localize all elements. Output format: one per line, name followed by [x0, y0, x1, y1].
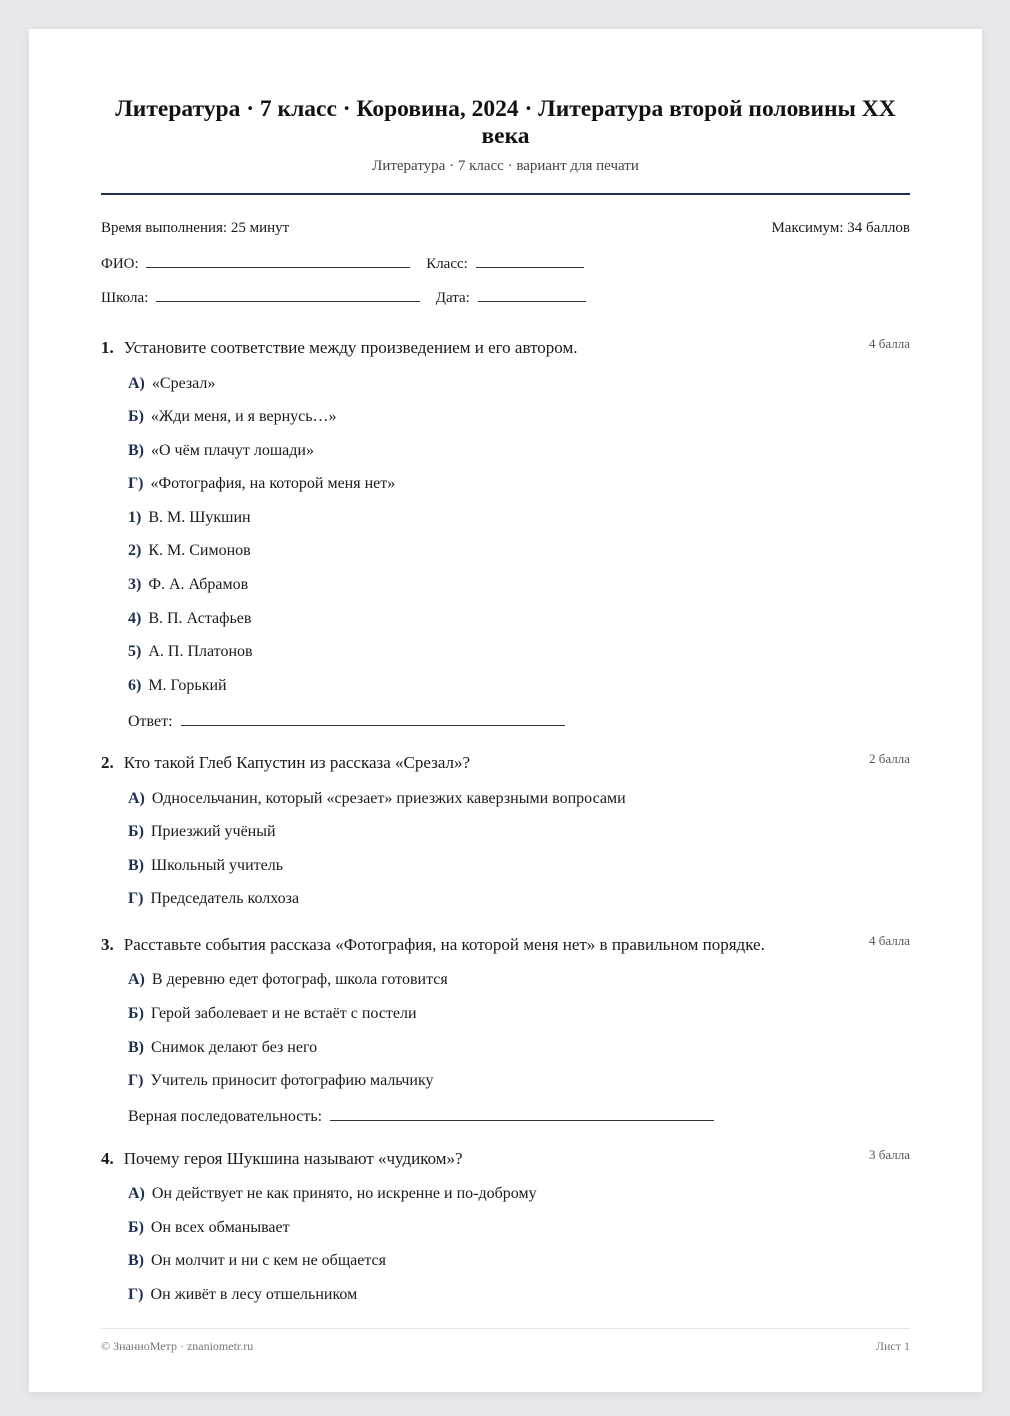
- date-label: Дата:: [435, 290, 470, 306]
- question-points: 2 балла: [869, 751, 910, 766]
- question-text: Расставьте события рассказа «Фотография, на которой меня нет» в правильном порядке.: [123, 935, 765, 954]
- option-item: 1) В. М. Шукшин: [128, 509, 251, 526]
- question-points: 4 балла: [869, 336, 910, 351]
- fio-label: ФИО:: [101, 256, 139, 272]
- option-item: А) Односельчанин, который «срезает» приезжих каверзными вопросами: [128, 790, 626, 807]
- option-item: А) «Срезал»: [128, 375, 216, 392]
- option-item: Г) Учитель приносит фотографию мальчику: [128, 1072, 434, 1089]
- option-item: Б) Приезжий учёный: [128, 823, 276, 840]
- option-item: Г) «Фотография, на которой меня нет»: [128, 475, 396, 492]
- question-text: Установите соответствие между произведением и его автором.: [123, 338, 578, 357]
- time-limit: Время выполнения: 25 минут: [101, 220, 290, 236]
- answer-field[interactable]: [330, 1106, 714, 1121]
- question-number: 3.: [101, 935, 114, 954]
- question-number: 4.: [101, 1149, 114, 1168]
- option-item: Б) Герой заболевает и не встаёт с постели: [128, 1005, 417, 1022]
- answer-field[interactable]: [181, 711, 565, 726]
- option-item: Б) Он всех обманывает: [128, 1219, 290, 1236]
- page-subtitle: Литература · 7 класс · вариант для печати: [372, 158, 639, 174]
- question-1: [101, 338, 910, 358]
- max-score: Максимум: 34 баллов: [771, 220, 910, 236]
- page-number: Лист 1: [875, 1339, 910, 1353]
- option-item: В) Он молчит и ни с кем не общается: [128, 1252, 386, 1269]
- class-field[interactable]: [476, 253, 584, 268]
- answer-row: [128, 711, 565, 731]
- option-item: 6) М. Горький: [128, 677, 227, 694]
- school-label: Школа:: [101, 290, 149, 306]
- class-label: Класс:: [426, 256, 468, 272]
- option-item: В) Школьный учитель: [128, 857, 284, 874]
- question-2: [101, 753, 910, 773]
- question-text: Кто такой Глеб Капустин из рассказа «Срезал»?: [123, 753, 471, 772]
- option-item: В) «О чём плачут лошади»: [128, 442, 314, 459]
- answer-row: [128, 1106, 714, 1126]
- question-number: 2.: [101, 753, 114, 772]
- page-content: [101, 29, 910, 1392]
- meta-school-row: [101, 287, 910, 307]
- page-footer: [101, 1339, 910, 1354]
- option-item: 4) В. П. Астафьев: [128, 610, 252, 627]
- answer-label: Верная последовательность:: [128, 1108, 323, 1125]
- question-points: 3 балла: [869, 1147, 910, 1162]
- header-divider: [101, 193, 910, 195]
- answer-label: Ответ:: [128, 713, 173, 730]
- fio-field[interactable]: [146, 253, 410, 268]
- question-number: 1.: [101, 338, 114, 357]
- page-title: Литература · 7 класс · Коровина, 2024 · Литература второй половины XX века: [115, 96, 896, 149]
- option-item: 5) А. П. Платонов: [128, 643, 253, 660]
- option-item: Г) Председатель колхоза: [128, 890, 300, 907]
- option-item: А) Он действует не как принято, но искренне и по-доброму: [128, 1185, 537, 1202]
- option-item: А) В деревню едет фотограф, школа готовится: [128, 971, 448, 988]
- option-item: 2) К. М. Симонов: [128, 542, 251, 559]
- question-text: Почему героя Шукшина называют «чудиком»?: [123, 1149, 463, 1168]
- meta-time-row: [101, 220, 910, 237]
- date-field[interactable]: [478, 287, 586, 302]
- option-item: В) Снимок делают без него: [128, 1039, 318, 1056]
- question-3: [101, 935, 910, 955]
- footer-divider: [101, 1328, 910, 1329]
- worksheet-page: [29, 29, 982, 1392]
- school-field[interactable]: [156, 287, 420, 302]
- question-4: [101, 1149, 910, 1169]
- meta-fio-row: [101, 253, 910, 273]
- question-points: 4 балла: [869, 933, 910, 948]
- footer-copyright: © ЗнаниоМетр · znaniometr.ru: [101, 1339, 254, 1353]
- option-item: Г) Он живёт в лесу отшельником: [128, 1286, 358, 1303]
- option-item: 3) Ф. А. Абрамов: [128, 576, 249, 593]
- option-item: Б) «Жди меня, и я вернусь…»: [128, 408, 337, 425]
